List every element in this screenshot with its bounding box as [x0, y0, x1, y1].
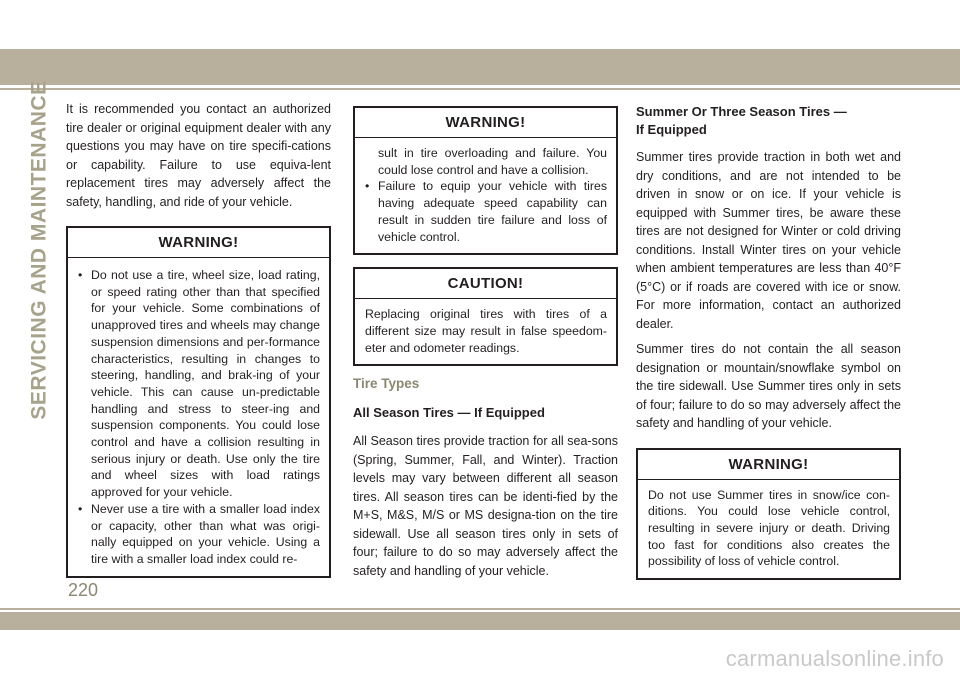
warning-title: WARNING!: [638, 450, 899, 480]
summer-paragraph-2: Summer tires do not contain the all season designation or mountain/snowflake symbol on the tire sidewall. Use Summer tires only in sets of four; failure to do so may adversely affect the safety and handling of your vehicle.: [636, 342, 901, 430]
warning-text: Do not use Summer tires in snow/ice con-ditions. You could lose vehicle control, resulting in severe injury or death. Driving too fast for conditions also creates the possibility of loss of vehicle control.: [648, 487, 890, 569]
warning-title: WARNING!: [355, 108, 616, 138]
watermark: carmanualsonline.info: [725, 646, 944, 671]
warning-box-1: [66, 226, 331, 578]
caution-title: CAUTION!: [355, 269, 616, 299]
footer-rule: [0, 608, 960, 610]
warning-title: WARNING!: [68, 228, 329, 258]
warning-body: [355, 138, 616, 253]
caution-text: Replacing original tires with tires of a different size may result in false speedom-eter and odometer readings.: [365, 307, 607, 355]
column-1: [66, 100, 331, 578]
footer-band: [0, 612, 960, 630]
column-2: [353, 106, 618, 580]
bullet-icon: •: [365, 179, 370, 194]
list-item: • Failure to equip your vehicle with tires having adequate speed capability can result in sudden tire failure and loss of vehicle control.: [365, 179, 607, 244]
list-item: • Do not use a tire, wheel size, load rating, or speed rating other than that specified for your vehicle. Some combinations of unapproved tires and wheels may change suspension dimensions and per-formance characteristics, resulting in changes to steering, handling, and brak-ing of your vehicle. This can cause un-predictable handling and stress to steer-ing and suspension components. You could lose control and have a collision resulting in serious injury or death. Use only the tire and wheel sizes with load ratings approved for your vehicle.: [78, 268, 320, 500]
warning-continued-text: sult in tire overloading and failure. You could lose control and have a collision.: [378, 146, 607, 177]
warning-box-3: [636, 448, 901, 581]
summer-paragraph-1: Summer tires provide traction in both wet and dry conditions, and are not intended to be driven in snow or on ice. If your vehicle is equipped with Summer tires, be aware these tires are not designed for Winter or cold driving conditions. Install Winter tires on your vehicle when ambient temperatures are less than 40°F (5°C) or if roads are covered with ice or snow. For more information, contact an authorized dealer.: [636, 150, 901, 331]
warning-list: [78, 267, 320, 568]
all-season-paragraph: All Season tires provide traction for all sea-sons (Spring, Summer, Fall, and Winter). Traction levels may vary between different all season tires. All season tires can be identi-fied by the M+S, M&S, M/S or MS designa-tion on the tire sidewall. Use all season tires only in sets of four; failure to do so may adversely affect the safety and handling of your vehicle.: [353, 434, 618, 578]
top-margin: [0, 0, 960, 48]
list-item: • Never use a tire with a smaller load index or capacity, other than what was origi-nally equipped on your vehicle. Using a tire with a smaller load index could re-: [78, 501, 320, 566]
warning-body: [68, 258, 329, 576]
section-title: Tire Types: [353, 376, 420, 392]
chapter-side-tab: [24, 80, 54, 420]
subsection-title: Summer Or Three Season Tires — If Equipped: [636, 104, 847, 137]
header-rule: [0, 88, 960, 90]
warning-box-continued: [353, 106, 618, 255]
column-3: [636, 103, 901, 580]
header-band: [0, 49, 960, 85]
caution-box: [353, 267, 618, 366]
page-number: 220: [68, 580, 99, 600]
bullet-icon: •: [78, 268, 83, 282]
intro-paragraph: It is recommended you contact an authorized tire dealer or original equipment dealer with any questions you may have on tire specifi-cations or capability. Failure to use equiva-lent replacement tires may adversely affect the safety, handling, and ride of your vehicle.: [66, 102, 331, 209]
bullet-icon: •: [78, 501, 83, 516]
chapter-title: SERVICING AND MAINTENANCE: [27, 80, 51, 420]
subsection-title: All Season Tires — If Equipped: [353, 405, 545, 421]
warning-list: [365, 178, 607, 245]
